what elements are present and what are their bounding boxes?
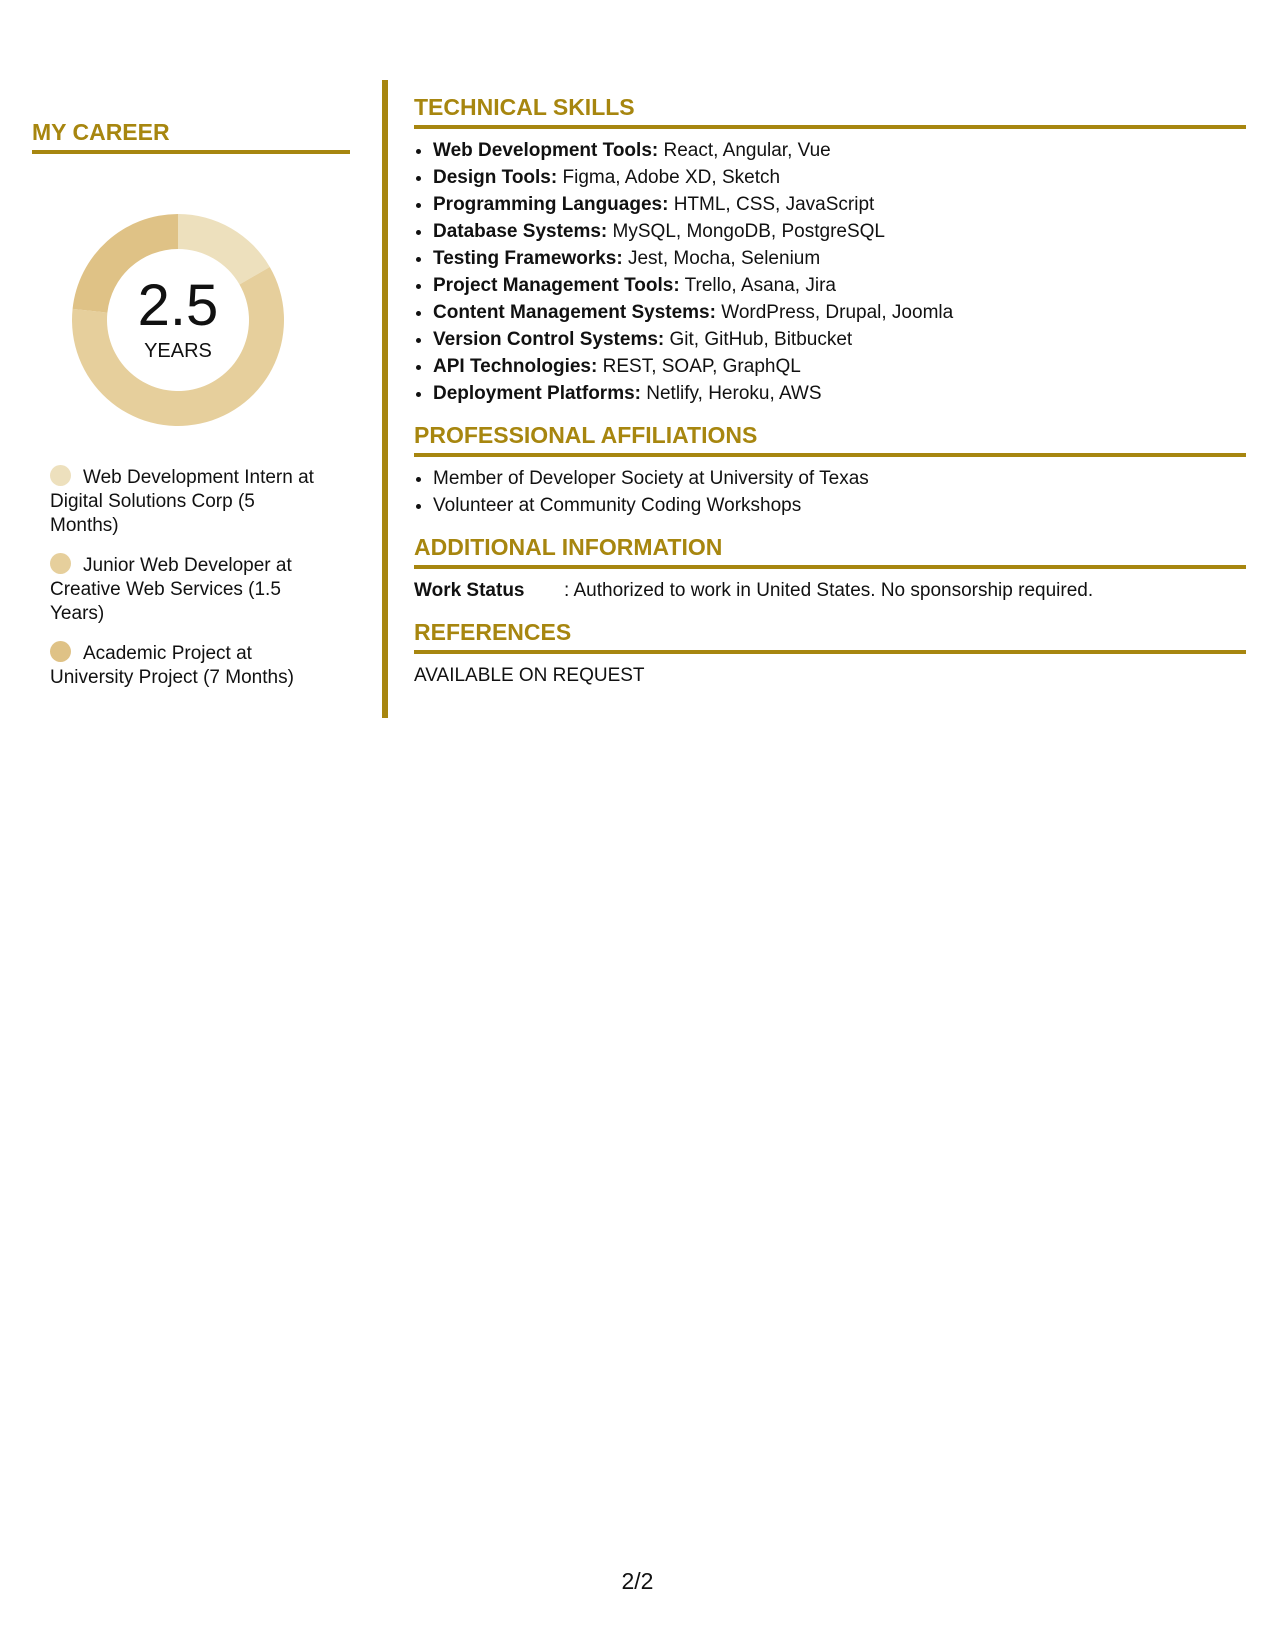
legend-dot-icon	[50, 553, 71, 574]
skill-value: Netlify, Heroku, AWS	[640, 383, 822, 404]
career-total-unit: YEARS	[144, 340, 212, 362]
work-status-value: : Authorized to work in United States. No sponsorship required.	[564, 580, 1094, 601]
skill-item	[433, 326, 1246, 353]
column-divider	[382, 80, 388, 718]
details-column	[414, 93, 1246, 689]
skill-item	[433, 245, 1246, 272]
skill-item	[433, 164, 1246, 191]
skill-item	[433, 191, 1246, 218]
work-status-row	[414, 577, 1246, 604]
skill-value: HTML, CSS, JavaScript	[668, 194, 875, 215]
references-heading: REFERENCES	[414, 618, 1246, 654]
career-item	[50, 641, 320, 690]
affiliations-list	[414, 465, 1246, 519]
page-number: 2/2	[621, 1568, 654, 1594]
skill-label: Deployment Platforms:	[433, 383, 641, 404]
career-donut-chart	[62, 204, 294, 436]
career-item	[50, 465, 320, 538]
skill-value: Git, GitHub, Bitbucket	[664, 329, 853, 350]
career-item-label: Web Development Intern at Digital Solutions Corp (5 Months)	[50, 467, 314, 536]
skill-item	[433, 137, 1246, 164]
skill-item	[433, 299, 1246, 326]
skill-value: MySQL, MongoDB, PostgreSQL	[607, 221, 885, 242]
skill-value: REST, SOAP, GraphQL	[597, 356, 801, 377]
affiliations-heading: PROFESSIONAL AFFILIATIONS	[414, 421, 1246, 457]
skill-item	[433, 380, 1246, 407]
legend-dot-icon	[50, 641, 71, 662]
work-status-key: Work Status	[414, 580, 525, 601]
legend-dot-icon	[50, 465, 71, 486]
career-item	[50, 553, 320, 626]
technical-skills-list	[414, 137, 1246, 407]
skill-value: React, Angular, Vue	[658, 140, 831, 161]
skill-label: Project Management Tools:	[433, 275, 680, 296]
skill-item	[433, 353, 1246, 380]
skill-item	[433, 218, 1246, 245]
skill-label: Programming Languages:	[433, 194, 669, 215]
career-column	[32, 118, 350, 688]
career-heading: MY CAREER	[32, 118, 350, 154]
affiliation-item: • Volunteer at Community Coding Workshops	[433, 492, 1246, 519]
skill-label: Database Systems:	[433, 221, 608, 242]
skill-label: Web Development Tools:	[433, 140, 659, 161]
references-text: AVAILABLE ON REQUEST	[414, 665, 645, 686]
skill-label: Version Control Systems:	[433, 329, 665, 350]
skill-value: Figma, Adobe XD, Sketch	[557, 167, 781, 188]
affiliation-item: • Member of Developer Society at University of Texas	[433, 465, 1246, 492]
additional-info-heading: ADDITIONAL INFORMATION	[414, 533, 1246, 569]
skill-label: Testing Frameworks:	[433, 248, 623, 269]
career-item-label: Academic Project at University Project (7 Months)	[50, 643, 294, 688]
skill-value: Jest, Mocha, Selenium	[622, 248, 821, 269]
skill-label: API Technologies:	[433, 356, 598, 377]
career-legend	[50, 465, 320, 705]
skill-value: Trello, Asana, Jira	[679, 275, 836, 296]
skill-item	[433, 272, 1246, 299]
skill-label: Content Management Systems:	[433, 302, 716, 323]
career-total-value: 2.5	[137, 273, 219, 338]
career-item-label: Junior Web Developer at Creative Web Services (1.5 Years)	[50, 555, 292, 624]
skill-value: WordPress, Drupal, Joomla	[715, 302, 954, 323]
donut-center	[62, 204, 294, 436]
technical-skills-heading: TECHNICAL SKILLS	[414, 93, 1246, 129]
skill-label: Design Tools:	[433, 167, 558, 188]
